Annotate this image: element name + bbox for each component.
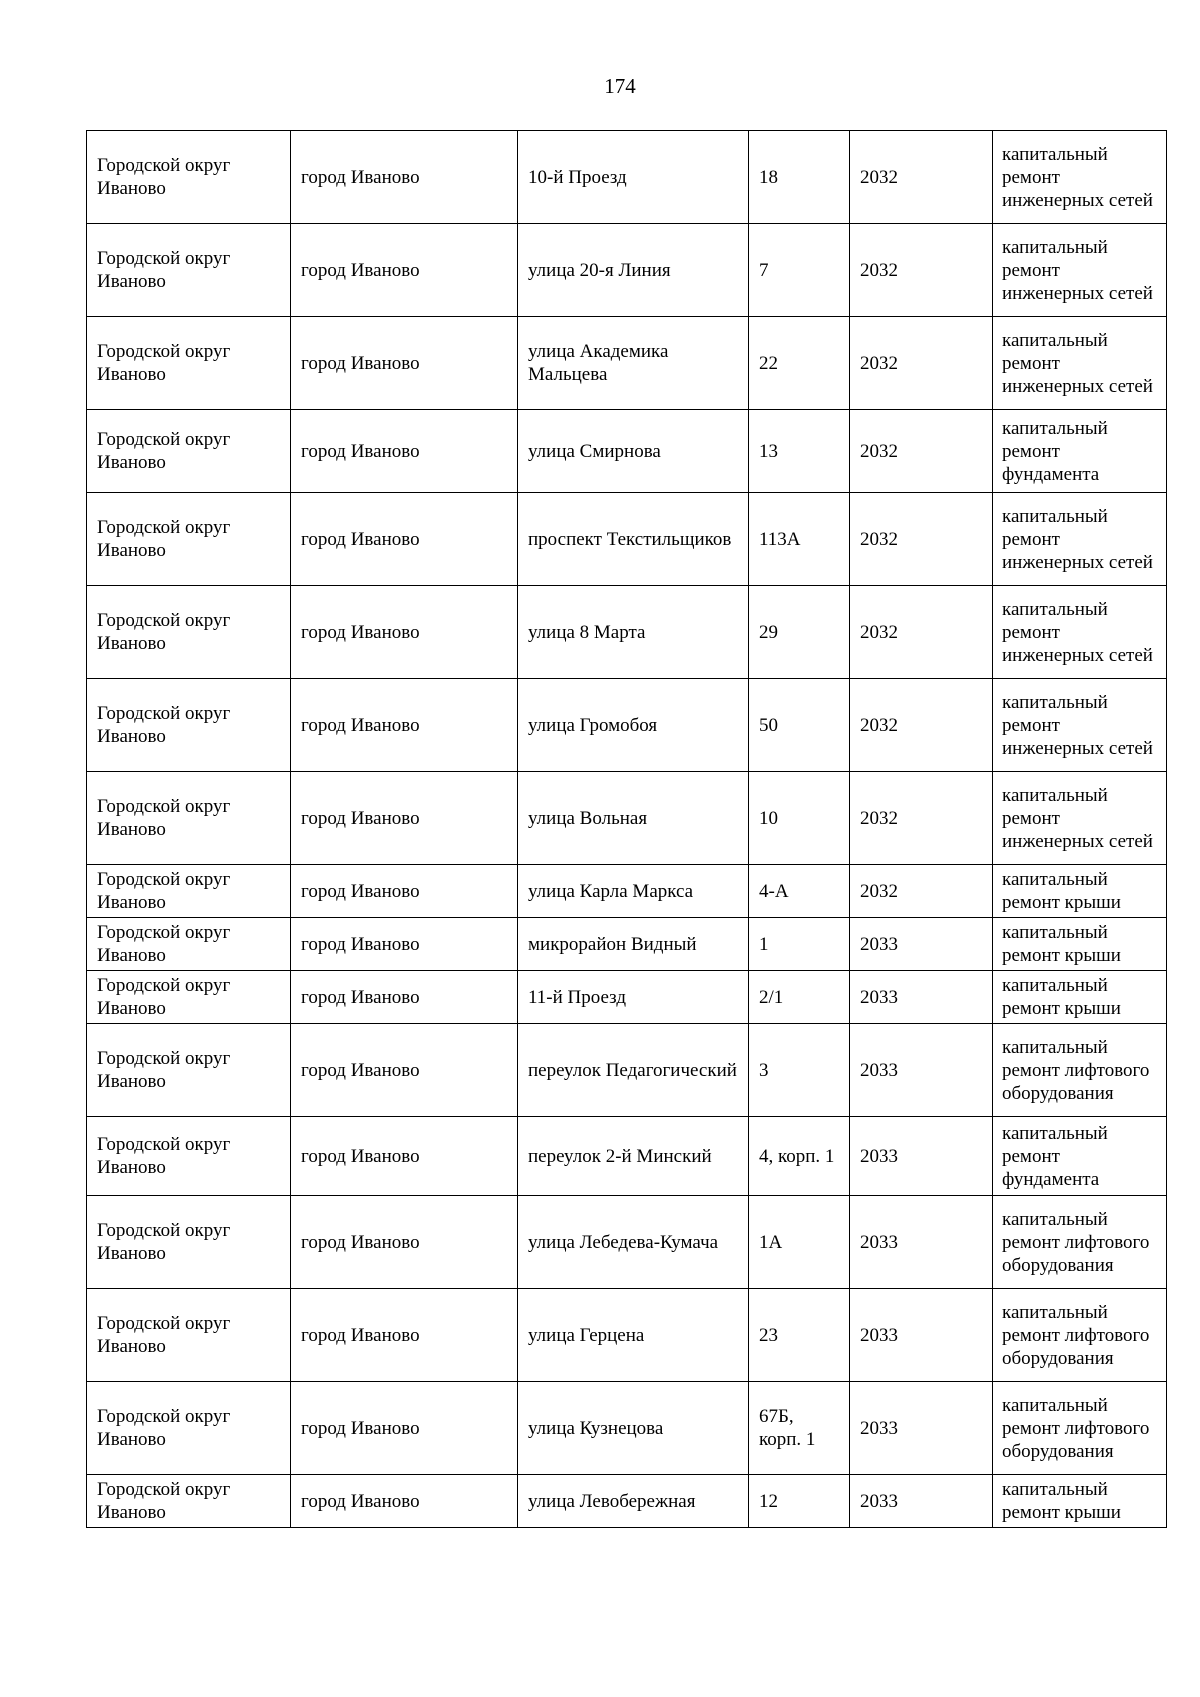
year-cell: 2032 bbox=[850, 131, 993, 224]
work-type-cell: капитальный ремонт крыши bbox=[993, 918, 1167, 971]
work-type-cell: капитальный ремонт фундамента bbox=[993, 410, 1167, 493]
work-type-cell: капитальный ремонт инженерных сетей bbox=[993, 586, 1167, 679]
table-row bbox=[87, 679, 1167, 772]
work-type-cell: капитальный ремонт инженерных сетей bbox=[993, 317, 1167, 410]
locality-cell: город Иваново bbox=[291, 1196, 518, 1289]
table-row bbox=[87, 918, 1167, 971]
district-cell: Городской округ Иваново bbox=[87, 1024, 291, 1117]
locality-cell: город Иваново bbox=[291, 1117, 518, 1196]
house-cell: 13 bbox=[749, 410, 850, 493]
locality-cell: город Иваново bbox=[291, 1382, 518, 1475]
work-type-cell: капитальный ремонт лифтового оборудования bbox=[993, 1024, 1167, 1117]
year-cell: 2032 bbox=[850, 317, 993, 410]
house-cell: 4, корп. 1 bbox=[749, 1117, 850, 1196]
year-cell: 2032 bbox=[850, 679, 993, 772]
house-cell: 1А bbox=[749, 1196, 850, 1289]
table-row bbox=[87, 493, 1167, 586]
locality-cell: город Иваново bbox=[291, 971, 518, 1024]
street-cell: улица 20-я Линия bbox=[518, 224, 749, 317]
year-cell: 2033 bbox=[850, 918, 993, 971]
district-cell: Городской округ Иваново bbox=[87, 1382, 291, 1475]
work-type-cell: капитальный ремонт фундамента bbox=[993, 1117, 1167, 1196]
street-cell: улица 8 Марта bbox=[518, 586, 749, 679]
table-row bbox=[87, 1382, 1167, 1475]
house-cell: 4-А bbox=[749, 865, 850, 918]
work-type-cell: капитальный ремонт инженерных сетей bbox=[993, 493, 1167, 586]
year-cell: 2033 bbox=[850, 971, 993, 1024]
year-cell: 2033 bbox=[850, 1289, 993, 1382]
work-type-cell: капитальный ремонт лифтового оборудования bbox=[993, 1196, 1167, 1289]
year-cell: 2032 bbox=[850, 493, 993, 586]
street-cell: улица Академика Мальцева bbox=[518, 317, 749, 410]
street-cell: 10-й Проезд bbox=[518, 131, 749, 224]
street-cell: улица Смирнова bbox=[518, 410, 749, 493]
street-cell: переулок Педагогический bbox=[518, 1024, 749, 1117]
table-row bbox=[87, 224, 1167, 317]
year-cell: 2033 bbox=[850, 1382, 993, 1475]
work-type-cell: капитальный ремонт лифтового оборудования bbox=[993, 1289, 1167, 1382]
district-cell: Городской округ Иваново bbox=[87, 865, 291, 918]
district-cell: Городской округ Иваново bbox=[87, 772, 291, 865]
house-cell: 1 bbox=[749, 918, 850, 971]
house-cell: 18 bbox=[749, 131, 850, 224]
street-cell: улица Лебедева-Кумача bbox=[518, 1196, 749, 1289]
street-cell: переулок 2-й Минский bbox=[518, 1117, 749, 1196]
locality-cell: город Иваново bbox=[291, 410, 518, 493]
table-row bbox=[87, 1117, 1167, 1196]
table-row bbox=[87, 131, 1167, 224]
repair-schedule-table bbox=[86, 130, 1167, 1528]
house-cell: 67Б, корп. 1 bbox=[749, 1382, 850, 1475]
locality-cell: город Иваново bbox=[291, 1289, 518, 1382]
district-cell: Городской округ Иваново bbox=[87, 679, 291, 772]
house-cell: 22 bbox=[749, 317, 850, 410]
table-row bbox=[87, 410, 1167, 493]
district-cell: Городской округ Иваново bbox=[87, 131, 291, 224]
house-cell: 10 bbox=[749, 772, 850, 865]
district-cell: Городской округ Иваново bbox=[87, 918, 291, 971]
page-number: 174 bbox=[604, 74, 636, 98]
locality-cell: город Иваново bbox=[291, 772, 518, 865]
work-type-cell: капитальный ремонт инженерных сетей bbox=[993, 772, 1167, 865]
street-cell: проспект Текстильщиков bbox=[518, 493, 749, 586]
year-cell: 2033 bbox=[850, 1024, 993, 1117]
table-row bbox=[87, 317, 1167, 410]
work-type-cell: капитальный ремонт инженерных сетей bbox=[993, 679, 1167, 772]
year-cell: 2032 bbox=[850, 224, 993, 317]
locality-cell: город Иваново bbox=[291, 586, 518, 679]
street-cell: улица Карла Маркса bbox=[518, 865, 749, 918]
district-cell: Городской округ Иваново bbox=[87, 493, 291, 586]
table-row bbox=[87, 1475, 1167, 1528]
year-cell: 2032 bbox=[850, 410, 993, 493]
locality-cell: город Иваново bbox=[291, 1024, 518, 1117]
house-cell: 50 bbox=[749, 679, 850, 772]
locality-cell: город Иваново bbox=[291, 131, 518, 224]
street-cell: микрорайон Видный bbox=[518, 918, 749, 971]
table-row bbox=[87, 865, 1167, 918]
year-cell: 2032 bbox=[850, 586, 993, 679]
locality-cell: город Иваново bbox=[291, 918, 518, 971]
house-cell: 3 bbox=[749, 1024, 850, 1117]
street-cell: улица Вольная bbox=[518, 772, 749, 865]
table-row bbox=[87, 1024, 1167, 1117]
district-cell: Городской округ Иваново bbox=[87, 1196, 291, 1289]
year-cell: 2033 bbox=[850, 1117, 993, 1196]
work-type-cell: капитальный ремонт лифтового оборудования bbox=[993, 1382, 1167, 1475]
work-type-cell: капитальный ремонт инженерных сетей bbox=[993, 224, 1167, 317]
district-cell: Городской округ Иваново bbox=[87, 410, 291, 493]
locality-cell: город Иваново bbox=[291, 1475, 518, 1528]
table-row bbox=[87, 971, 1167, 1024]
work-type-cell: капитальный ремонт крыши bbox=[993, 1475, 1167, 1528]
district-cell: Городской округ Иваново bbox=[87, 971, 291, 1024]
street-cell: улица Кузнецова bbox=[518, 1382, 749, 1475]
locality-cell: город Иваново bbox=[291, 317, 518, 410]
district-cell: Городской округ Иваново bbox=[87, 1475, 291, 1528]
work-type-cell: капитальный ремонт крыши bbox=[993, 971, 1167, 1024]
work-type-cell: капитальный ремонт крыши bbox=[993, 865, 1167, 918]
house-cell: 29 bbox=[749, 586, 850, 679]
table-row bbox=[87, 586, 1167, 679]
house-cell: 23 bbox=[749, 1289, 850, 1382]
year-cell: 2033 bbox=[850, 1196, 993, 1289]
district-cell: Городской округ Иваново bbox=[87, 586, 291, 679]
year-cell: 2033 bbox=[850, 1475, 993, 1528]
district-cell: Городской округ Иваново bbox=[87, 1117, 291, 1196]
locality-cell: город Иваново bbox=[291, 493, 518, 586]
year-cell: 2032 bbox=[850, 865, 993, 918]
table-row bbox=[87, 772, 1167, 865]
locality-cell: город Иваново bbox=[291, 679, 518, 772]
street-cell: улица Левобережная bbox=[518, 1475, 749, 1528]
house-cell: 113А bbox=[749, 493, 850, 586]
locality-cell: город Иваново bbox=[291, 865, 518, 918]
house-cell: 12 bbox=[749, 1475, 850, 1528]
street-cell: улица Громобоя bbox=[518, 679, 749, 772]
house-cell: 7 bbox=[749, 224, 850, 317]
locality-cell: город Иваново bbox=[291, 224, 518, 317]
street-cell: улица Герцена bbox=[518, 1289, 749, 1382]
table-row bbox=[87, 1196, 1167, 1289]
street-cell: 11-й Проезд bbox=[518, 971, 749, 1024]
table-row bbox=[87, 1289, 1167, 1382]
district-cell: Городской округ Иваново bbox=[87, 224, 291, 317]
year-cell: 2032 bbox=[850, 772, 993, 865]
house-cell: 2/1 bbox=[749, 971, 850, 1024]
district-cell: Городской округ Иваново bbox=[87, 1289, 291, 1382]
district-cell: Городской округ Иваново bbox=[87, 317, 291, 410]
work-type-cell: капитальный ремонт инженерных сетей bbox=[993, 131, 1167, 224]
